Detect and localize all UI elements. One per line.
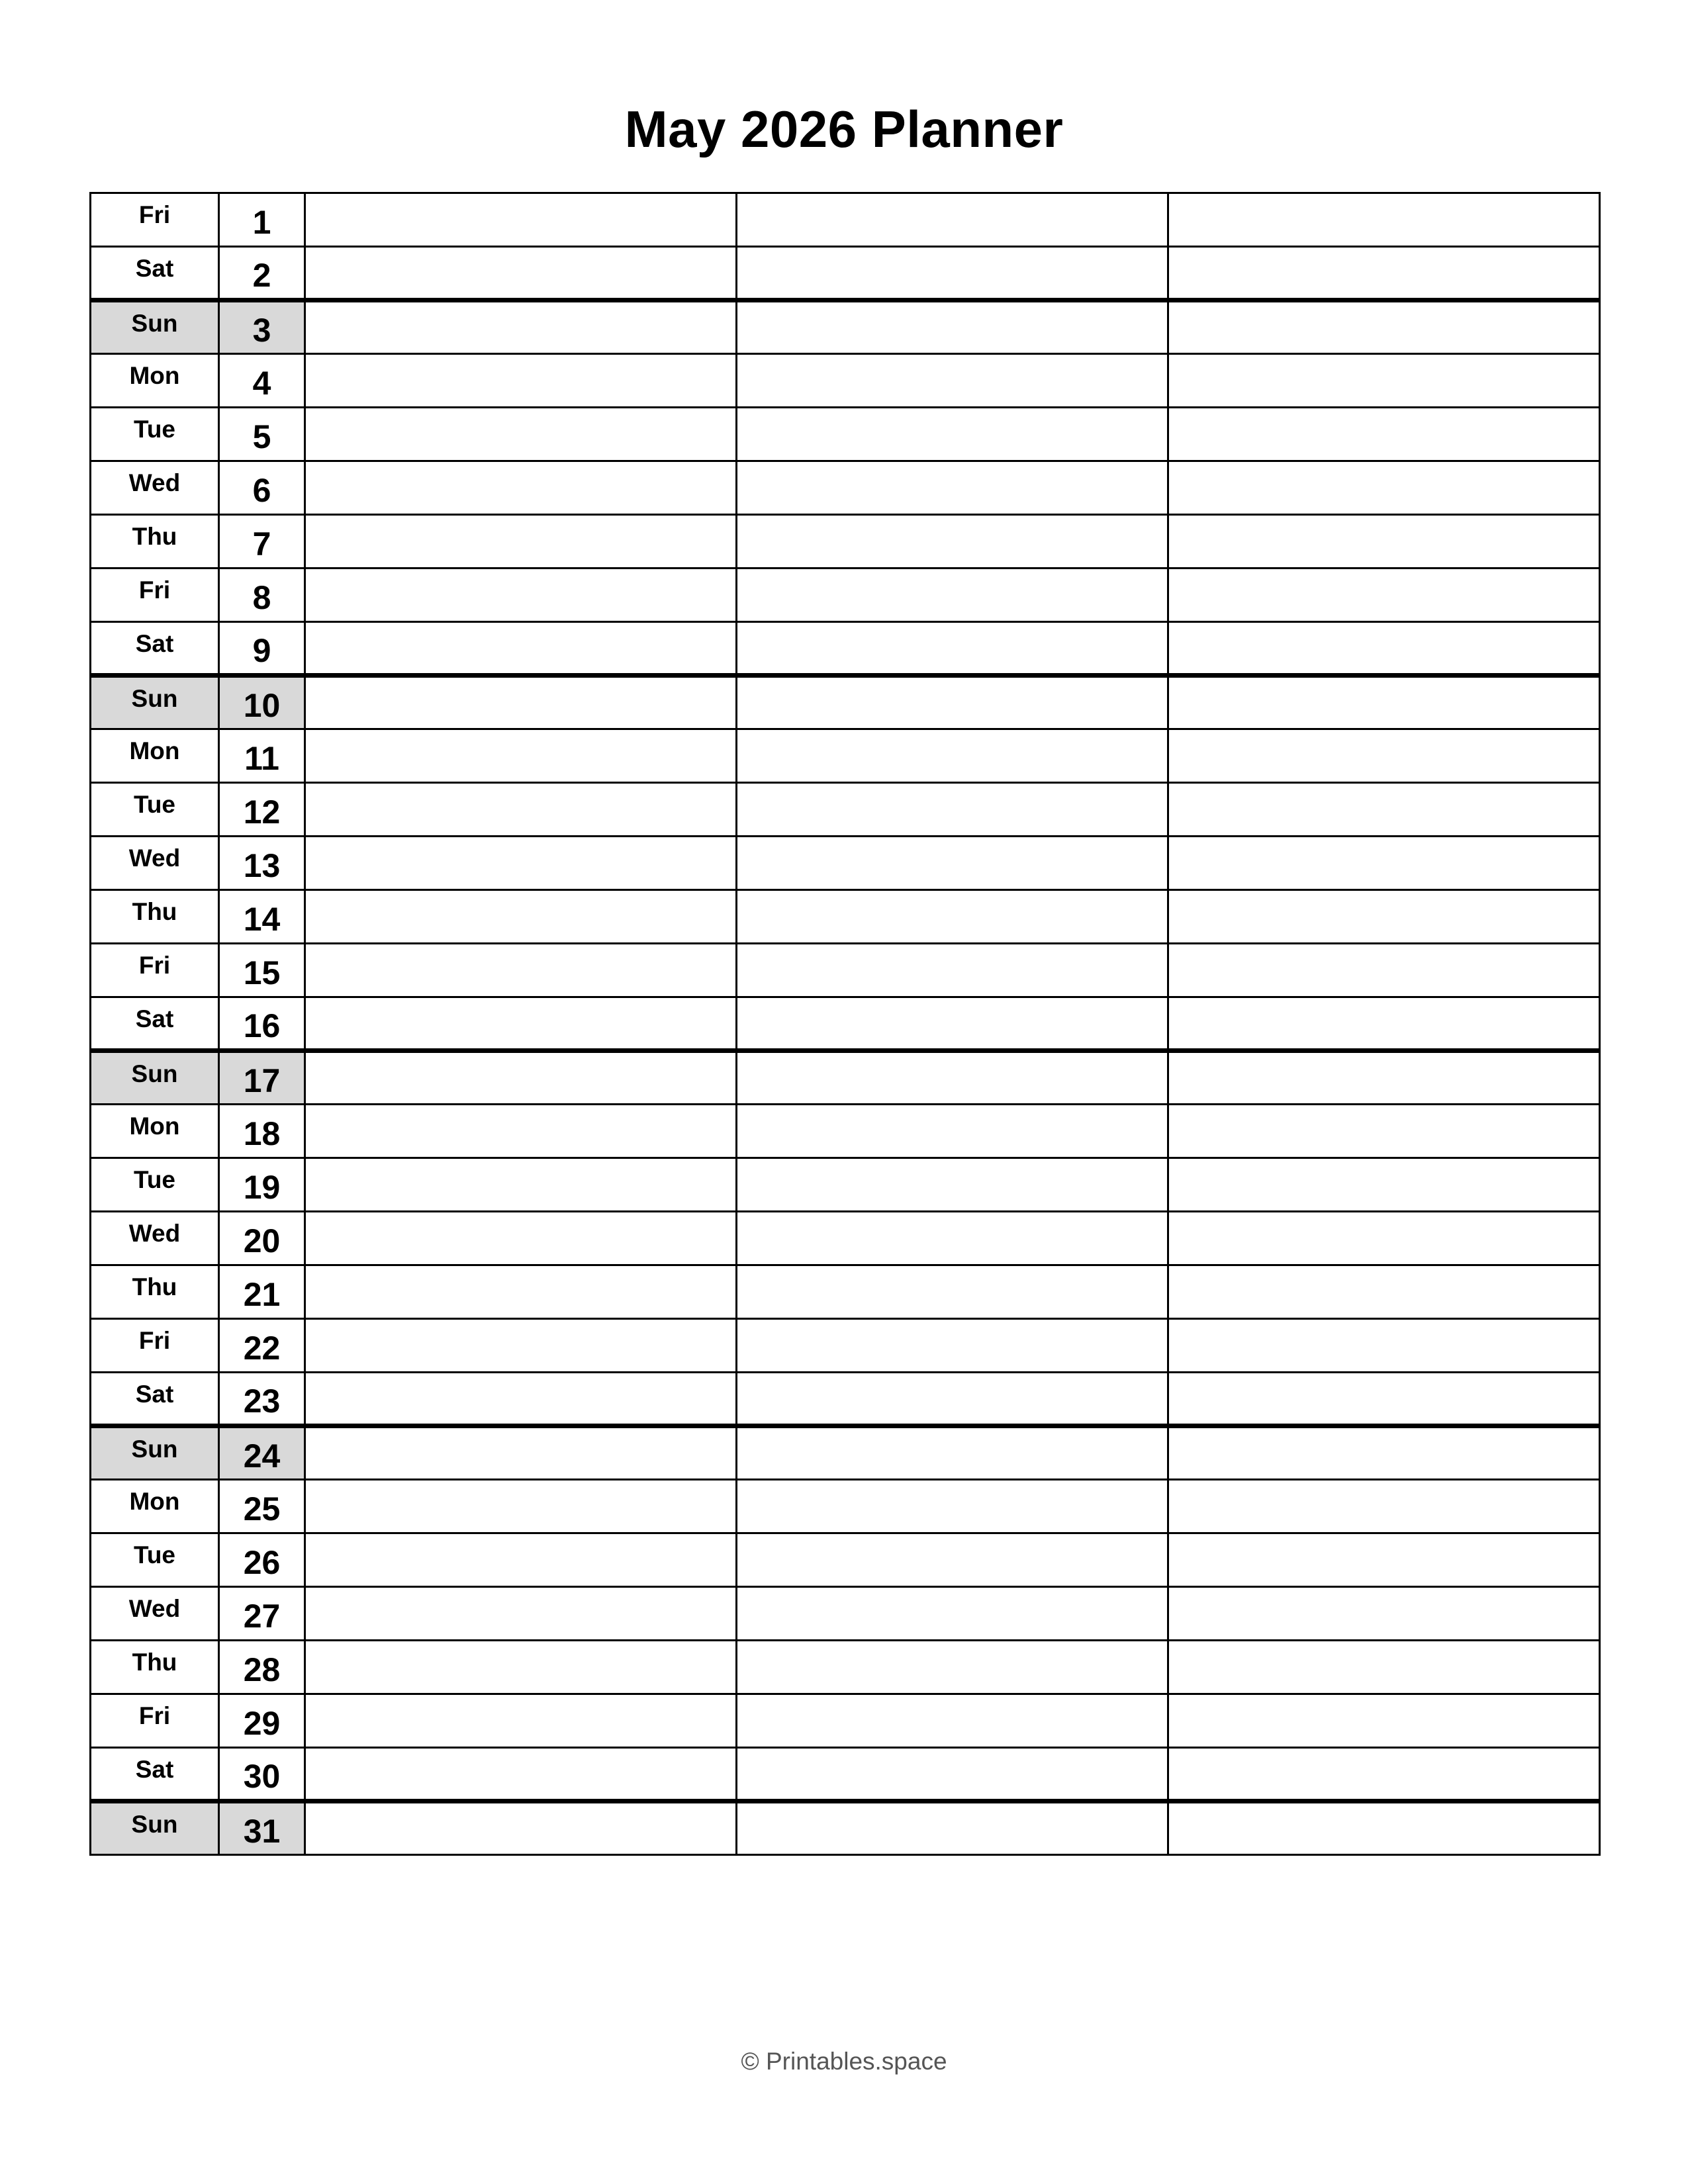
note-cell[interactable] <box>1168 944 1600 997</box>
day-row <box>91 1641 1600 1694</box>
weekday-label: Tue <box>91 783 219 837</box>
note-cell[interactable] <box>737 300 1168 354</box>
note-cell[interactable] <box>1168 1319 1600 1373</box>
note-cell[interactable] <box>1168 408 1600 461</box>
day-row <box>91 783 1600 837</box>
day-row <box>91 569 1600 622</box>
note-cell[interactable] <box>737 944 1168 997</box>
note-cell[interactable] <box>737 1051 1168 1105</box>
weekday-label: Tue <box>91 1533 219 1587</box>
note-cell[interactable] <box>305 1319 737 1373</box>
day-row <box>91 1212 1600 1265</box>
note-cell[interactable] <box>1168 997 1600 1051</box>
day-row <box>91 1426 1600 1480</box>
date-number: 26 <box>219 1533 305 1587</box>
note-cell[interactable] <box>1168 622 1600 676</box>
day-row <box>91 1748 1600 1801</box>
note-cell[interactable] <box>737 729 1168 783</box>
note-cell[interactable] <box>737 247 1168 300</box>
date-number: 24 <box>219 1426 305 1480</box>
weekday-label: Sat <box>91 1373 219 1426</box>
weekday-label: Wed <box>91 461 219 515</box>
date-number: 14 <box>219 890 305 944</box>
note-cell[interactable] <box>1168 1265 1600 1319</box>
note-cell[interactable] <box>305 569 737 622</box>
day-row <box>91 354 1600 408</box>
note-cell[interactable] <box>737 1748 1168 1801</box>
day-row <box>91 944 1600 997</box>
planner-table <box>89 192 1601 1856</box>
note-cell[interactable] <box>1168 837 1600 890</box>
note-cell[interactable] <box>737 1480 1168 1533</box>
note-cell[interactable] <box>737 1105 1168 1158</box>
note-cell[interactable] <box>1168 569 1600 622</box>
note-cell[interactable] <box>305 1105 737 1158</box>
weekday-label: Thu <box>91 1641 219 1694</box>
weekday-label: Sat <box>91 247 219 300</box>
day-row <box>91 1801 1600 1855</box>
date-number: 20 <box>219 1212 305 1265</box>
note-cell[interactable] <box>1168 1051 1600 1105</box>
day-row <box>91 729 1600 783</box>
weekday-label: Mon <box>91 1480 219 1533</box>
date-number: 23 <box>219 1373 305 1426</box>
note-cell[interactable] <box>737 515 1168 569</box>
date-number: 10 <box>219 676 305 729</box>
date-number: 9 <box>219 622 305 676</box>
day-row <box>91 1265 1600 1319</box>
weekday-label: Thu <box>91 1265 219 1319</box>
note-cell[interactable] <box>737 622 1168 676</box>
weekday-label: Fri <box>91 1319 219 1373</box>
note-cell[interactable] <box>737 676 1168 729</box>
note-cell[interactable] <box>737 1801 1168 1855</box>
note-cell[interactable] <box>305 890 737 944</box>
day-row <box>91 1480 1600 1533</box>
note-cell[interactable] <box>305 247 737 300</box>
weekday-label: Wed <box>91 1212 219 1265</box>
date-number: 12 <box>219 783 305 837</box>
day-row <box>91 997 1600 1051</box>
weekday-label: Sun <box>91 1051 219 1105</box>
note-cell[interactable] <box>305 997 737 1051</box>
note-cell[interactable] <box>305 1694 737 1748</box>
note-cell[interactable] <box>1168 729 1600 783</box>
note-cell[interactable] <box>1168 354 1600 408</box>
note-cell[interactable] <box>1168 1533 1600 1587</box>
note-cell[interactable] <box>1168 1105 1600 1158</box>
note-cell[interactable] <box>305 1801 737 1855</box>
weekday-label: Wed <box>91 837 219 890</box>
note-cell[interactable] <box>737 997 1168 1051</box>
note-cell[interactable] <box>1168 676 1600 729</box>
date-number: 15 <box>219 944 305 997</box>
day-row <box>91 1319 1600 1373</box>
note-cell[interactable] <box>305 461 737 515</box>
weekday-label: Sat <box>91 997 219 1051</box>
weekday-label: Sat <box>91 622 219 676</box>
weekday-label: Fri <box>91 1694 219 1748</box>
day-row <box>91 890 1600 944</box>
day-row <box>91 1533 1600 1587</box>
weekday-label: Sun <box>91 676 219 729</box>
weekday-label: Mon <box>91 1105 219 1158</box>
note-cell[interactable] <box>1168 247 1600 300</box>
note-cell[interactable] <box>1168 1426 1600 1480</box>
date-number: 19 <box>219 1158 305 1212</box>
note-cell[interactable] <box>1168 300 1600 354</box>
note-cell[interactable] <box>1168 783 1600 837</box>
date-number: 21 <box>219 1265 305 1319</box>
date-number: 1 <box>219 193 305 247</box>
note-cell[interactable] <box>1168 1587 1600 1641</box>
date-number: 8 <box>219 569 305 622</box>
weekday-label: Sun <box>91 300 219 354</box>
note-cell[interactable] <box>305 193 737 247</box>
day-row <box>91 622 1600 676</box>
weekday-label: Wed <box>91 1587 219 1641</box>
note-cell[interactable] <box>305 1587 737 1641</box>
note-cell[interactable] <box>305 408 737 461</box>
note-cell[interactable] <box>1168 1158 1600 1212</box>
day-row <box>91 1158 1600 1212</box>
note-cell[interactable] <box>305 1426 737 1480</box>
date-number: 22 <box>219 1319 305 1373</box>
date-number: 27 <box>219 1587 305 1641</box>
date-number: 6 <box>219 461 305 515</box>
date-number: 2 <box>219 247 305 300</box>
date-number: 16 <box>219 997 305 1051</box>
weekday-label: Sat <box>91 1748 219 1801</box>
weekday-label: Mon <box>91 354 219 408</box>
note-cell[interactable] <box>1168 515 1600 569</box>
note-cell[interactable] <box>737 1694 1168 1748</box>
date-number: 17 <box>219 1051 305 1105</box>
date-number: 30 <box>219 1748 305 1801</box>
note-cell[interactable] <box>305 300 737 354</box>
note-cell[interactable] <box>305 729 737 783</box>
day-row <box>91 408 1600 461</box>
date-number: 13 <box>219 837 305 890</box>
weekday-label: Fri <box>91 569 219 622</box>
date-number: 25 <box>219 1480 305 1533</box>
note-cell[interactable] <box>737 837 1168 890</box>
note-cell[interactable] <box>305 676 737 729</box>
weekday-label: Fri <box>91 193 219 247</box>
note-cell[interactable] <box>737 569 1168 622</box>
note-cell[interactable] <box>737 1641 1168 1694</box>
note-cell[interactable] <box>305 354 737 408</box>
date-number: 3 <box>219 300 305 354</box>
planner-body <box>91 193 1600 1855</box>
date-number: 11 <box>219 729 305 783</box>
day-row <box>91 1373 1600 1426</box>
day-row <box>91 300 1600 354</box>
note-cell[interactable] <box>737 1158 1168 1212</box>
date-number: 18 <box>219 1105 305 1158</box>
note-cell[interactable] <box>1168 1694 1600 1748</box>
weekday-label: Sun <box>91 1801 219 1855</box>
day-row <box>91 1694 1600 1748</box>
note-cell[interactable] <box>1168 461 1600 515</box>
note-cell[interactable] <box>737 408 1168 461</box>
date-number: 29 <box>219 1694 305 1748</box>
note-cell[interactable] <box>1168 890 1600 944</box>
weekday-label: Thu <box>91 515 219 569</box>
day-row <box>91 1105 1600 1158</box>
weekday-label: Tue <box>91 408 219 461</box>
weekday-label: Tue <box>91 1158 219 1212</box>
note-cell[interactable] <box>305 515 737 569</box>
date-number: 5 <box>219 408 305 461</box>
date-number: 7 <box>219 515 305 569</box>
page-title: May 2026 Planner <box>624 100 1064 158</box>
date-number: 31 <box>219 1801 305 1855</box>
note-cell[interactable] <box>305 622 737 676</box>
note-cell[interactable] <box>305 1051 737 1105</box>
note-cell[interactable] <box>1168 193 1600 247</box>
note-cell[interactable] <box>737 1212 1168 1265</box>
note-cell[interactable] <box>305 944 737 997</box>
note-cell[interactable] <box>305 1265 737 1319</box>
weekday-label: Sun <box>91 1426 219 1480</box>
weekday-label: Fri <box>91 944 219 997</box>
note-cell[interactable] <box>737 890 1168 944</box>
date-number: 28 <box>219 1641 305 1694</box>
note-cell[interactable] <box>305 1480 737 1533</box>
note-cell[interactable] <box>737 1319 1168 1373</box>
weekday-label: Thu <box>91 890 219 944</box>
footer-credit: © Printables.space <box>741 2048 947 2075</box>
day-row <box>91 515 1600 569</box>
weekday-label: Mon <box>91 729 219 783</box>
note-cell[interactable] <box>1168 1748 1600 1801</box>
note-cell[interactable] <box>305 1158 737 1212</box>
date-number: 4 <box>219 354 305 408</box>
day-row <box>91 1051 1600 1105</box>
day-row <box>91 461 1600 515</box>
note-cell[interactable] <box>305 783 737 837</box>
note-cell[interactable] <box>737 193 1168 247</box>
note-cell[interactable] <box>305 837 737 890</box>
note-cell[interactable] <box>1168 1480 1600 1533</box>
note-cell[interactable] <box>737 461 1168 515</box>
day-row <box>91 837 1600 890</box>
note-cell[interactable] <box>1168 1641 1600 1694</box>
day-row <box>91 1587 1600 1641</box>
note-cell[interactable] <box>737 1373 1168 1426</box>
note-cell[interactable] <box>737 1587 1168 1641</box>
note-cell[interactable] <box>1168 1373 1600 1426</box>
note-cell[interactable] <box>737 783 1168 837</box>
note-cell[interactable] <box>737 1533 1168 1587</box>
note-cell[interactable] <box>737 1265 1168 1319</box>
note-cell[interactable] <box>1168 1801 1600 1855</box>
note-cell[interactable] <box>737 354 1168 408</box>
note-cell[interactable] <box>305 1212 737 1265</box>
day-row <box>91 247 1600 300</box>
day-row <box>91 676 1600 729</box>
note-cell[interactable] <box>737 1426 1168 1480</box>
note-cell[interactable] <box>305 1533 737 1587</box>
note-cell[interactable] <box>1168 1212 1600 1265</box>
day-row <box>91 193 1600 247</box>
note-cell[interactable] <box>305 1748 737 1801</box>
note-cell[interactable] <box>305 1373 737 1426</box>
note-cell[interactable] <box>305 1641 737 1694</box>
